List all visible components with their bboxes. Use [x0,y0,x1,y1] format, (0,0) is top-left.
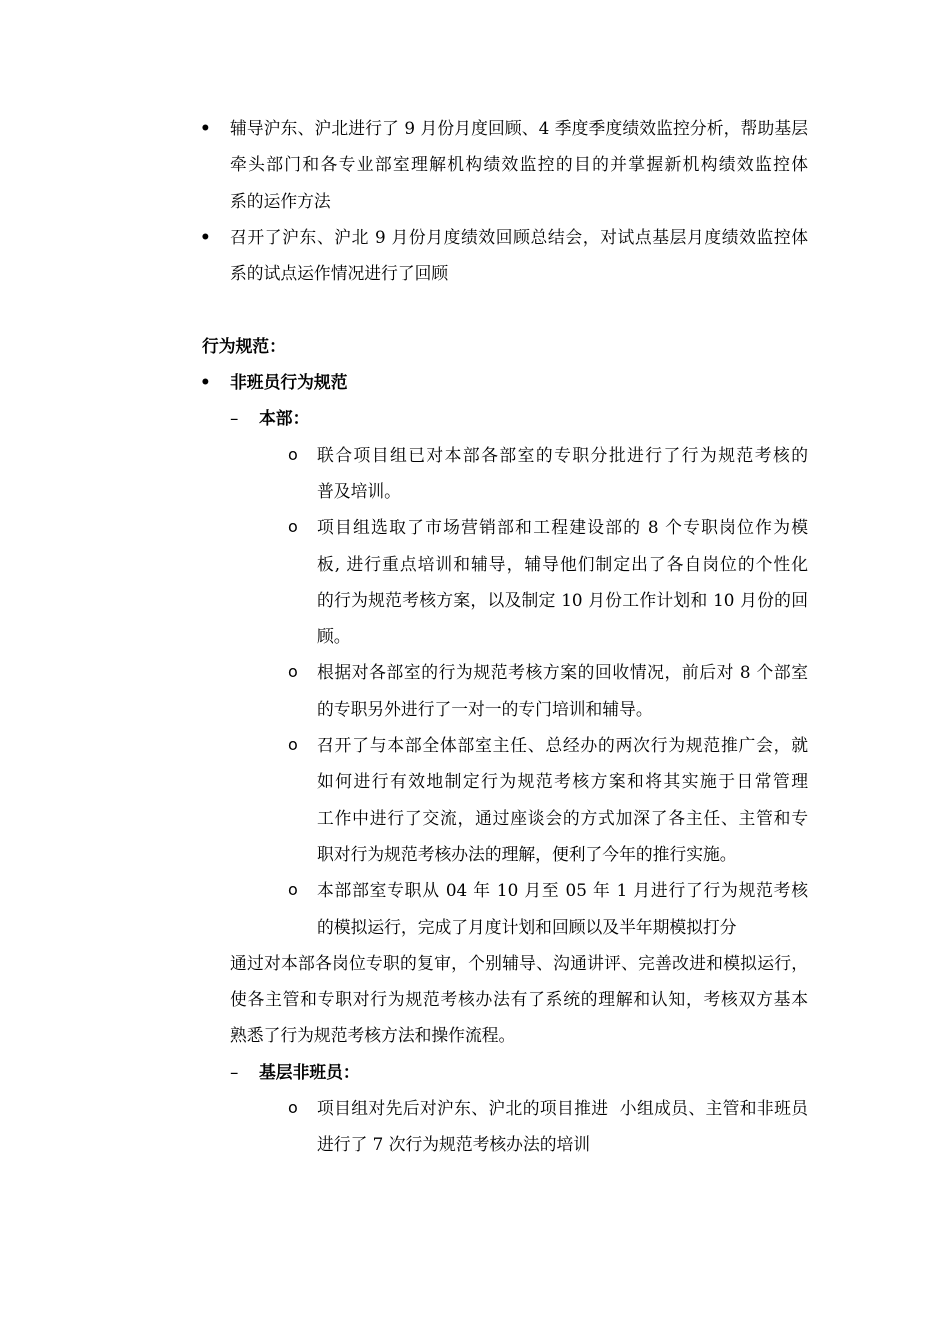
text-line: 本部部室专职从 04 年 10 月至 05 年 1 月进行了行为规范考核 [317,880,808,901]
text-line: 联合项目组已对本部各部室的专职分批进行了行为规范考核的 [317,444,808,465]
text-line: 通过对本部各岗位专职的复审，个别辅导、沟通讲评、完善改进和模拟运行， [230,952,808,973]
subsection-title: 非班员行为规范 [230,372,348,393]
text-line: 普及培训。 [317,480,401,501]
text-line: 进行了 7 次行为规范考核办法的培训 [317,1134,591,1155]
circle-bullet-marker: o [288,735,298,755]
text-line: 系的试点运作情况进行了回顾 [230,263,449,284]
hq-dash-item [0,400,950,436]
non-staff-bullet [0,364,950,400]
grassroots-title: 基层非班员： [259,1061,360,1082]
text-line: 顾。 [317,626,351,647]
text-line: 工作中进行了交流，通过座谈会的方式加深了各主任、主管和专 [317,807,808,828]
grassroots-dash-item [0,1054,950,1090]
dash-marker: – [230,408,239,429]
text-line: 使各主管和专职对行为规范考核办法有了系统的理解和认知，考核双方基本 [230,989,808,1010]
text-line: 系的运作方法 [230,190,331,211]
text-line: 板, 进行重点培训和辅导，辅导他们制定出了各自岗位的个性化 [317,553,808,574]
text-line: 召开了与本部全体部室主任、总经办的两次行为规范推广会，就 [317,735,808,756]
bullet-marker: • [200,226,211,247]
hq-title: 本部： [259,408,310,429]
circle-bullet-marker: o [288,517,298,537]
blank-line [0,291,950,327]
hq-list-item [0,509,950,654]
bullet-marker: • [200,118,211,138]
text-line: 如何进行有效地制定行为规范考核方案和将其实施于日常管理 [317,771,808,792]
circle-bullet-marker: o [288,662,298,682]
text-line: 牵头部门和各专业部室理解机构绩效监控的目的并掌握新机构绩效监控体 [230,154,808,175]
text-line: 根据对各部室的行为规范考核方案的回收情况，前后对 8 个部室 [317,662,808,683]
text-line: 职对行为规范考核办法的理解，便利了今年的推行实施。 [317,843,737,864]
dash-marker: – [230,1061,239,1082]
text-line: 辅导沪东、沪北进行了 9 月份月度回顾、4 季度季度绩效监控分析，帮助基层 [230,118,808,138]
circle-bullet-marker: o [288,880,298,900]
hq-list-item [0,727,950,872]
document-body [0,110,950,1163]
text-line: 项目组对先后对沪东、沪北的项目推进 小组成员、主管和非班员 [317,1098,808,1119]
section-heading: 行为规范： [202,335,286,356]
text-line: 召开了沪东、沪北 9 月份月度绩效回顾总结会，对试点基层月度绩效监控体 [230,226,808,247]
hq-list-item [0,872,950,945]
text-line: 的模拟运行，完成了月度计划和回顾以及半年期模拟打分 [317,916,737,937]
bullet-item [0,219,950,292]
text-line: 熟悉了行为规范考核方法和操作流程。 [230,1025,516,1046]
bullet-item [0,110,950,219]
grassroots-list-item [0,1090,950,1163]
hq-list-item [0,437,950,510]
bullet-marker: • [200,372,211,393]
hq-list-item [0,654,950,727]
text-line: 的专职另外进行了一对一的专门培训和辅导。 [317,698,653,719]
circle-bullet-marker: o [288,444,298,464]
text-line: 的行为规范考核方案，以及制定 10 月份工作计划和 10 月份的回 [317,589,808,610]
circle-bullet-marker: o [288,1098,298,1118]
text-line: 项目组选取了市场营销部和工程建设部的 8 个专职岗位作为模 [317,517,808,538]
summary-paragraph [0,945,950,1054]
